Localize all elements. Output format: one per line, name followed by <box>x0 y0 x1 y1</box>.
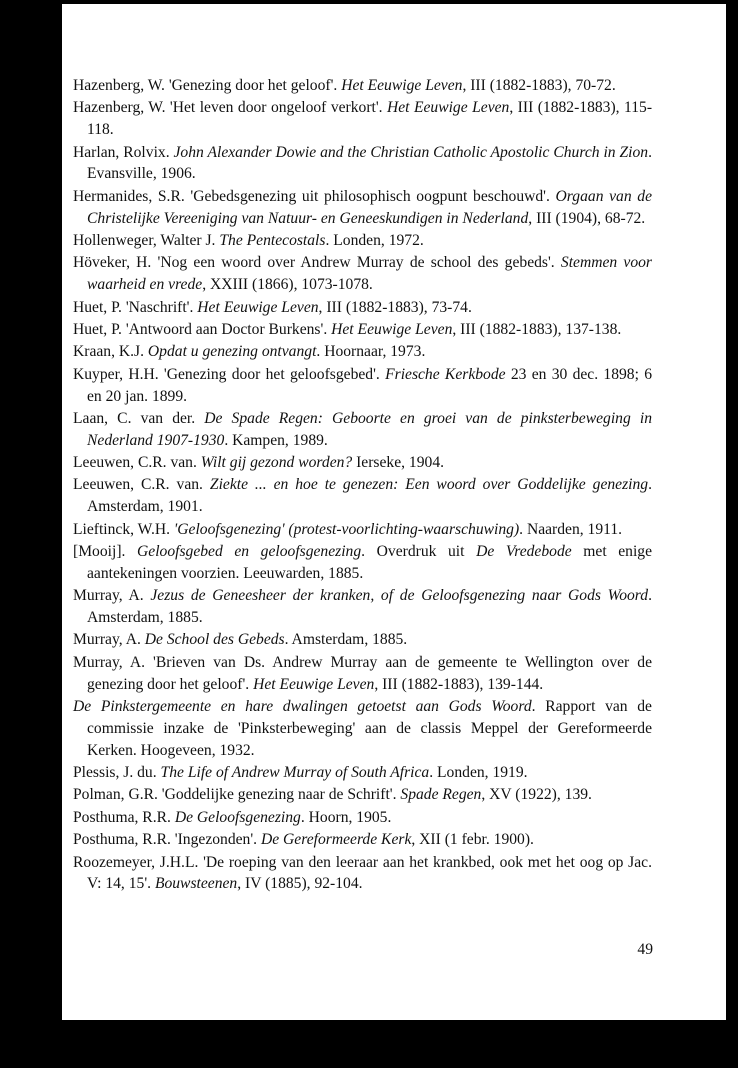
entry-title-italic: Ziekte ... en hoe te genezen: Een woord over Goddelijke genezing <box>209 476 649 494</box>
bibliography-entry <box>73 142 652 186</box>
entry-title-italic: Opdat u genezing ontvangt <box>147 343 317 361</box>
entry-text: Posthuma, R.R. 'Ingezonden'. <box>73 831 261 849</box>
entry-text: Huet, P. 'Antwoord aan Doctor Burkens'. <box>73 320 332 338</box>
entry-title-italic: Spade Regen <box>400 786 482 804</box>
bibliography-entry <box>73 696 652 761</box>
bibliography-entry <box>73 252 652 296</box>
entry-text: , III (1882-1883), 115-118. <box>87 99 653 139</box>
entry-title-italic: Geloofsgebed en geloofsgenezing <box>137 543 362 561</box>
entry-text: Hazenberg, W. 'Het leven door ongeloof verkort'. <box>73 99 387 117</box>
entry-text: Hazenberg, W. 'Genezing door het geloof'. <box>73 77 342 94</box>
scan-border-left <box>0 0 62 1068</box>
entry-text: . Hoornaar, 1973. <box>316 343 426 361</box>
entry-text: , III (1904), 68-72. <box>528 209 646 227</box>
entry-text: Harlan, Rolvix. <box>73 143 174 161</box>
entry-text: . Londen, 1919. <box>429 763 528 781</box>
entry-title-italic: Wilt gij gezond worden? <box>200 454 353 472</box>
bibliography-entry <box>73 652 652 696</box>
page-number: 49 <box>637 941 653 958</box>
entry-title-italic: De School des Gebeds <box>144 631 285 649</box>
entry-title-italic: De Pinkstergemeente en hare dwalingen getoetst aan Gods Woord <box>73 698 532 715</box>
entry-title-italic: Bouwsteenen <box>154 875 238 893</box>
entry-text: Ierseke, 1904. <box>352 454 445 472</box>
entry-text: 23 en 30 dec. 1898; 6 en 20 jan. 1899. <box>87 365 653 405</box>
entry-text: Murray, A. 'Brieven van Ds. Andrew Murray aan de gemeente te Wellington over de genezing door het geloof'. <box>73 653 652 693</box>
entry-text: [Mooij]. <box>73 543 138 561</box>
entry-title-italic: De Geloofsgenezing <box>174 808 301 826</box>
entry-text: , III (1882-1883), 139-144. <box>374 675 544 693</box>
entry-text: Roozemeyer, J.H.L. 'De roeping van den leeraar aan het krankbed, ook met het oog op Jac. V: 14, 15'. <box>73 853 652 893</box>
bibliography-entry <box>73 97 652 141</box>
entry-text: , III (1882-1883), 73-74. <box>318 298 472 316</box>
bibliography-entry <box>73 452 652 474</box>
entry-text: Lieftinck, W.H. <box>73 520 174 538</box>
entry-text: Polman, G.R. 'Goddelijke genezing naar de Schrift'. <box>73 786 401 804</box>
entry-text: . Hoorn, 1905. <box>300 808 392 826</box>
entry-title-italic: Het Eeuwige Leven <box>387 99 510 117</box>
entry-text: Laan, C. van der. <box>73 409 205 427</box>
entry-text: . Overdruk uit <box>361 543 477 561</box>
bibliography-entry <box>73 629 652 651</box>
bibliography-entry <box>73 585 652 629</box>
entry-text: , IV (1885), 92-104. <box>237 875 363 893</box>
entry-title-italic: Het Eeuwige Leven <box>341 77 463 94</box>
entry-text: Kuyper, H.H. 'Genezing door het geloofsgebed'. <box>73 365 386 383</box>
bibliography-entry <box>73 762 652 784</box>
entry-title-italic: Orgaan van de Christelijke Vereeniging van Natuur- en Geneeskundigen in Nederland <box>87 187 653 227</box>
bibliography-entry <box>73 186 652 230</box>
entry-text: . Kampen, 1989. <box>224 431 328 449</box>
entry-text: Hermanides, S.R. 'Gebedsgenezing uit philosophisch oogpunt beschouwd'. <box>73 187 556 205</box>
entry-title-italic: De Gereformeerde Kerk <box>260 831 412 849</box>
bibliography-entry <box>73 474 652 518</box>
bibliography-entry <box>73 230 652 252</box>
entry-text: , III (1882-1883), 137-138. <box>452 320 622 338</box>
bibliography-entry <box>73 75 652 97</box>
entry-text: Murray, A. <box>73 631 145 649</box>
entry-text: Höveker, H. 'Nog een woord over Andrew Murray de school des gebeds'. <box>73 254 561 272</box>
entry-title-italic: De Vredebode <box>476 543 572 561</box>
bibliography-entry <box>73 364 652 408</box>
bibliography-entry <box>73 341 652 363</box>
bibliography-entry <box>73 829 652 851</box>
entry-title-italic: 'Geloofsgenezing' (protest-voorlichting-waarschuwing) <box>173 520 520 538</box>
entry-title-italic: Stemmen voor waarheid en vrede <box>87 254 652 294</box>
bibliography-entry <box>73 319 652 341</box>
entry-text: Posthuma, R.R. <box>73 808 175 826</box>
entry-title-italic: The Life of Andrew Murray of South Africa <box>160 763 430 781</box>
entry-text: Leeuwen, C.R. van. <box>73 454 201 472</box>
entry-text: . Evansville, 1906. <box>87 143 653 183</box>
entry-text: . Londen, 1972. <box>325 231 424 249</box>
entry-text: . Naarden, 1911. <box>519 520 623 538</box>
entry-text: . Amsterdam, 1885. <box>87 587 652 627</box>
entry-text: . Amsterdam, 1885. <box>284 631 408 649</box>
bibliography-entry <box>73 541 652 585</box>
bibliography-entry <box>73 852 652 896</box>
scan-border-bottom <box>0 1020 738 1068</box>
entry-text: Murray, A. <box>73 587 151 605</box>
entry-title-italic: John Alexander Dowie and the Christian Catholic Apostolic Church in Zion <box>173 143 649 161</box>
entry-text: met enige aantekeningen voorzien. Leeuwarden, 1885. <box>87 543 653 582</box>
entry-title-italic: The Pentecostals <box>219 231 326 249</box>
entry-title-italic: Het Eeuwige Leven <box>331 320 453 338</box>
entry-text: Plessis, J. du. <box>73 763 161 781</box>
entry-text: Hollenweger, Walter J. <box>73 231 220 249</box>
entry-text: , XII (1 febr. 1900). <box>411 831 534 849</box>
entry-title-italic: Friesche Kerkbode <box>385 365 506 383</box>
entry-text: , III (1882-1883), 70-72. <box>462 77 616 94</box>
entry-text: Huet, P. 'Naschrift'. <box>73 298 198 316</box>
bibliography-entry <box>73 807 652 829</box>
entry-text: . Rapport van de commissie inzake de 'Pinksterbeweging' aan de classis Meppel der Gereformeerde Kerken. Hoogeveen, 1932. <box>87 698 652 759</box>
entry-title-italic: De Spade Regen: Geboorte en groei van de pinksterbeweging in Nederland 1907-1930 <box>87 409 652 449</box>
bibliography-entry <box>73 519 652 541</box>
bibliography-entry <box>73 297 652 319</box>
entry-text: , XV (1922), 139. <box>481 786 592 804</box>
entry-text: . Amsterdam, 1901. <box>87 476 653 516</box>
bibliography-list <box>73 75 652 896</box>
bibliography-entry <box>73 408 652 452</box>
entry-text: Leeuwen, C.R. van. <box>73 476 210 494</box>
entry-title-italic: Het Eeuwige Leven <box>197 298 319 316</box>
entry-title-italic: Jezus de Geneesheer der kranken, of de Geloofsgenezing naar Gods Woord <box>150 587 649 605</box>
bibliography-entry <box>73 784 652 806</box>
entry-title-italic: Het Eeuwige Leven <box>253 675 375 693</box>
entry-text: , XXIII (1866), 1073-1078. <box>202 276 373 294</box>
entry-text: Kraan, K.J. <box>73 343 148 361</box>
scan-border-right <box>726 0 738 1068</box>
